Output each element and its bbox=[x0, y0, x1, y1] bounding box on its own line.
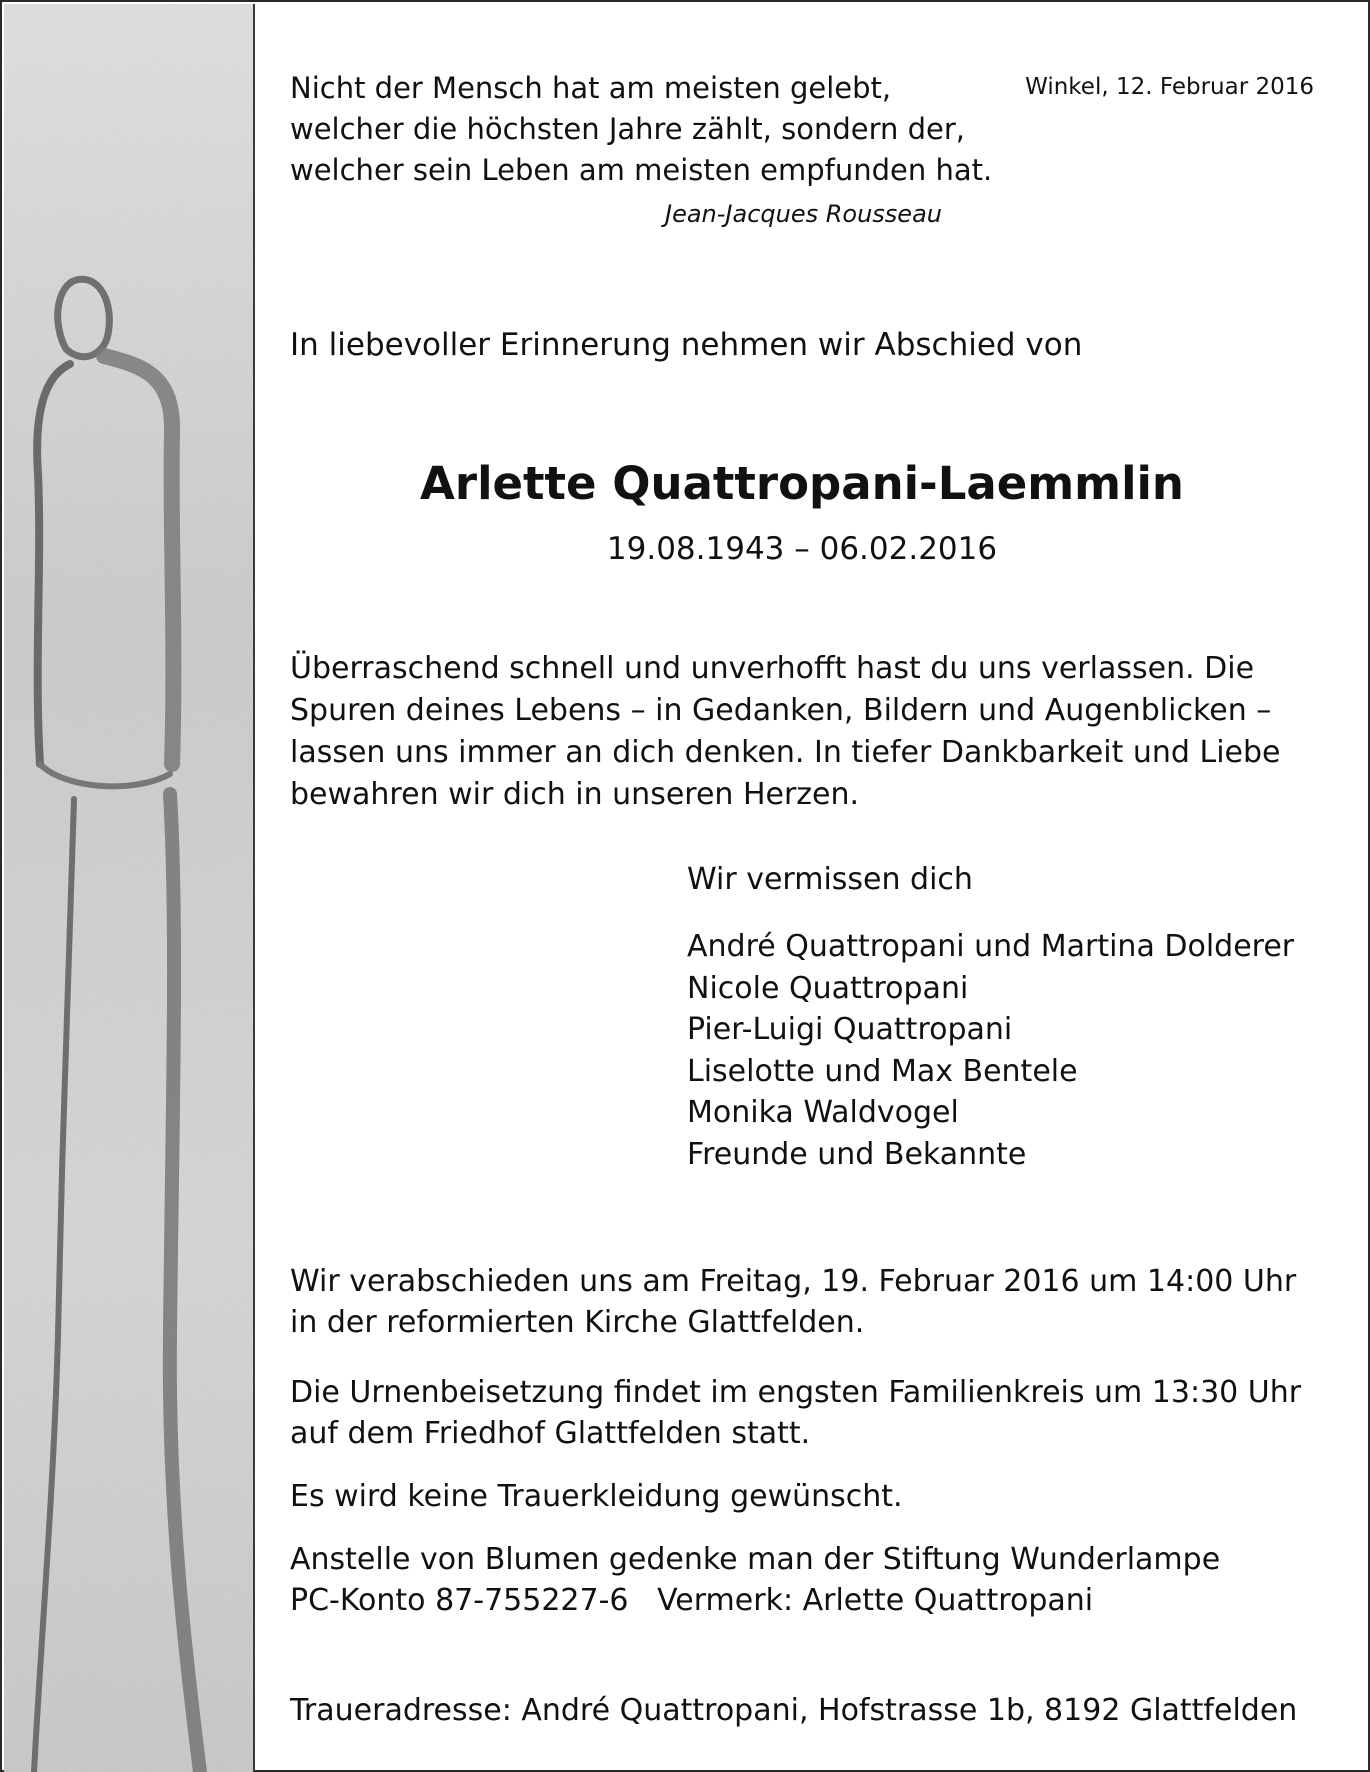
info-line: PC-Konto 87-755227-6 Vermerk: Arlette Quattropani bbox=[290, 1583, 1094, 1618]
message-line: Überraschend schnell und unverhofft hast du uns verlassen. Die bbox=[290, 651, 1255, 686]
donation-info bbox=[290, 1539, 1220, 1621]
mourning-address: Traueradresse: André Quattropani, Hofstrasse 1b, 8192 Glattfelden bbox=[290, 1693, 1298, 1728]
info-line: Es wird keine Trauerkleidung gewünscht. bbox=[290, 1479, 903, 1514]
message-line: Spuren deines Lebens – in Gedanken, Bildern und Augenblicken – bbox=[290, 693, 1272, 728]
panel-texture bbox=[4, 4, 253, 1772]
info-line: Wir verabschieden uns am Freitag, 19. Februar 2016 um 14:00 Uhr bbox=[290, 1264, 1297, 1299]
quote-line: welcher sein Leben am meisten empfunden hat. bbox=[290, 153, 993, 187]
mourner-name: Liselotte und Max Bentele bbox=[687, 1053, 1078, 1089]
mourner-name: Nicole Quattropani bbox=[687, 970, 969, 1006]
panel-divider bbox=[253, 4, 255, 1772]
life-dates: 19.08.1943 – 06.02.2016 bbox=[606, 531, 998, 567]
mourner-name: Monika Waldvogel bbox=[687, 1095, 959, 1130]
info-line: auf dem Friedhof Glattfelden statt. bbox=[290, 1416, 811, 1451]
place-date: Winkel, 12. Februar 2016 bbox=[1025, 74, 1314, 100]
quote-line: Nicht der Mensch hat am meisten gelebt, bbox=[290, 71, 892, 105]
mourners-heading: Wir vermissen dich bbox=[687, 862, 973, 897]
mourner-name: André Quattropani und Martina Dolderer bbox=[687, 929, 1295, 964]
dress-code-info bbox=[290, 1476, 903, 1517]
mourners-list bbox=[687, 926, 1294, 1175]
quote-line: welcher die höchsten Jahre zählt, sondern der, bbox=[290, 112, 965, 146]
memorial-message bbox=[290, 648, 1280, 816]
info-line: Anstelle von Blumen gedenke man der Stiftung Wunderlampe bbox=[290, 1542, 1221, 1577]
info-line: Die Urnenbeisetzung findet im engsten Familienkreis um 13:30 Uhr bbox=[290, 1375, 1302, 1410]
mourner-name: Pier-Luigi Quattropani bbox=[687, 1012, 1013, 1047]
epigraph-quote bbox=[290, 68, 993, 191]
deceased-name: Arlette Quattropani-Laemmlin bbox=[420, 457, 1184, 510]
mourner-name: Freunde und Bekannte bbox=[687, 1136, 1027, 1172]
info-line: in der reformierten Kirche Glattfelden. bbox=[290, 1305, 865, 1340]
intro-text: In liebevoller Erinnerung nehmen wir Abschied von bbox=[290, 327, 1083, 363]
message-line: bewahren wir dich in unseren Herzen. bbox=[290, 777, 860, 812]
burial-info bbox=[290, 1372, 1301, 1454]
farewell-service-info bbox=[290, 1261, 1296, 1343]
standing-figure-illustration bbox=[4, 4, 253, 1772]
quote-author: Jean-Jacques Rousseau bbox=[664, 200, 942, 228]
message-line: lassen uns immer an dich denken. In tiefer Dankbarkeit und Liebe bbox=[290, 735, 1281, 770]
side-artwork-panel bbox=[4, 4, 253, 1772]
